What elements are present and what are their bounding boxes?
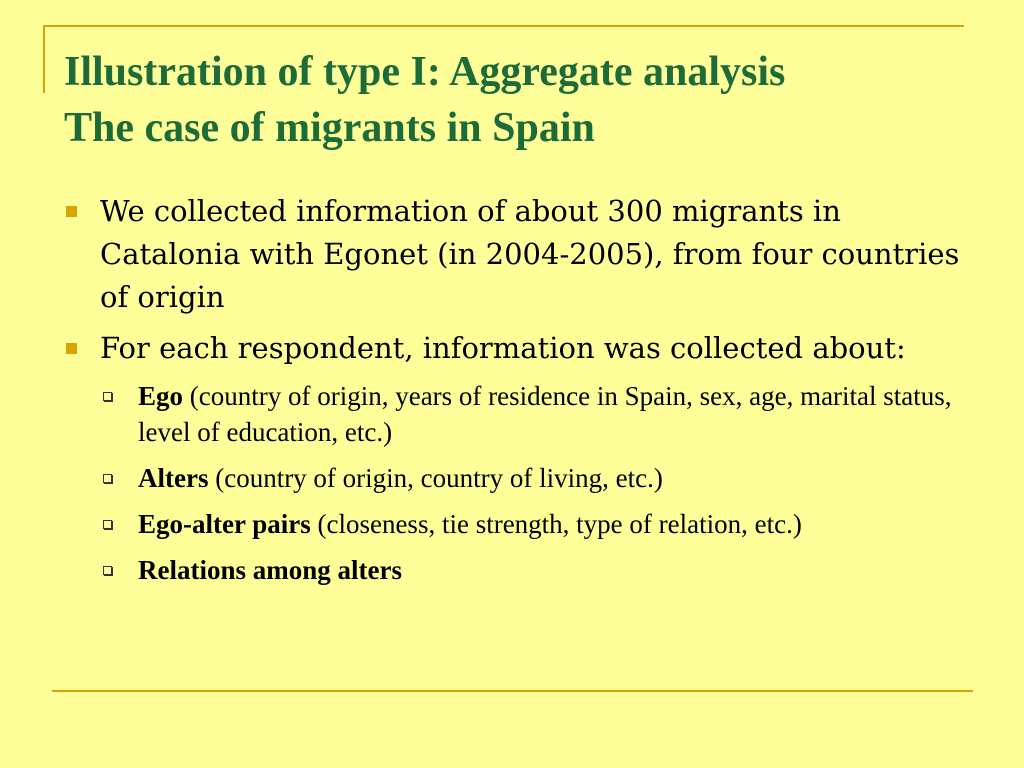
title-line-1: Illustration of type I: Aggregate analysis [64,49,786,95]
bullet-text: For each respondent, information was collected about: [100,331,906,365]
sub-bullet-item [60,506,970,542]
sub-bullet-text: (country of origin, country of living, etc.) [208,463,663,493]
sub-bullet-item [60,460,970,496]
hollow-square-bullet-icon [103,392,112,401]
bullet-text: We collected information of about 300 migrants in Catalonia with Egonet (in 2004-2005), from four countries of origin [100,194,960,314]
title-line-2: The case of migrants in Spain [64,105,595,151]
hollow-square-bullet-icon [103,566,112,575]
sub-bullet-term: Alters [138,463,209,493]
sub-bullet-text: (country of origin, years of residence in Spain, sex, age, marital status, level of education, etc.) [138,381,952,447]
slide-title [64,44,1004,156]
frame-top-line [43,25,964,27]
hollow-square-bullet-icon [103,520,112,529]
frame-bottom-line [52,690,973,692]
square-bullet-icon [66,343,77,354]
sub-bullet-term: Relations among alters [138,555,402,585]
slide-body [60,190,970,598]
sub-bullet-item [60,378,970,450]
hollow-square-bullet-icon [103,474,112,483]
sub-bullet-item [60,552,970,588]
sub-bullet-text: (closeness, tie strength, type of relation, etc.) [310,509,802,539]
frame-left-line [43,25,45,93]
bullet-item [60,327,970,370]
sub-bullet-term: Ego [138,381,184,411]
bullet-item [60,190,970,319]
sub-bullet-term: Ego-alter pairs [138,509,311,539]
square-bullet-icon [66,206,77,217]
